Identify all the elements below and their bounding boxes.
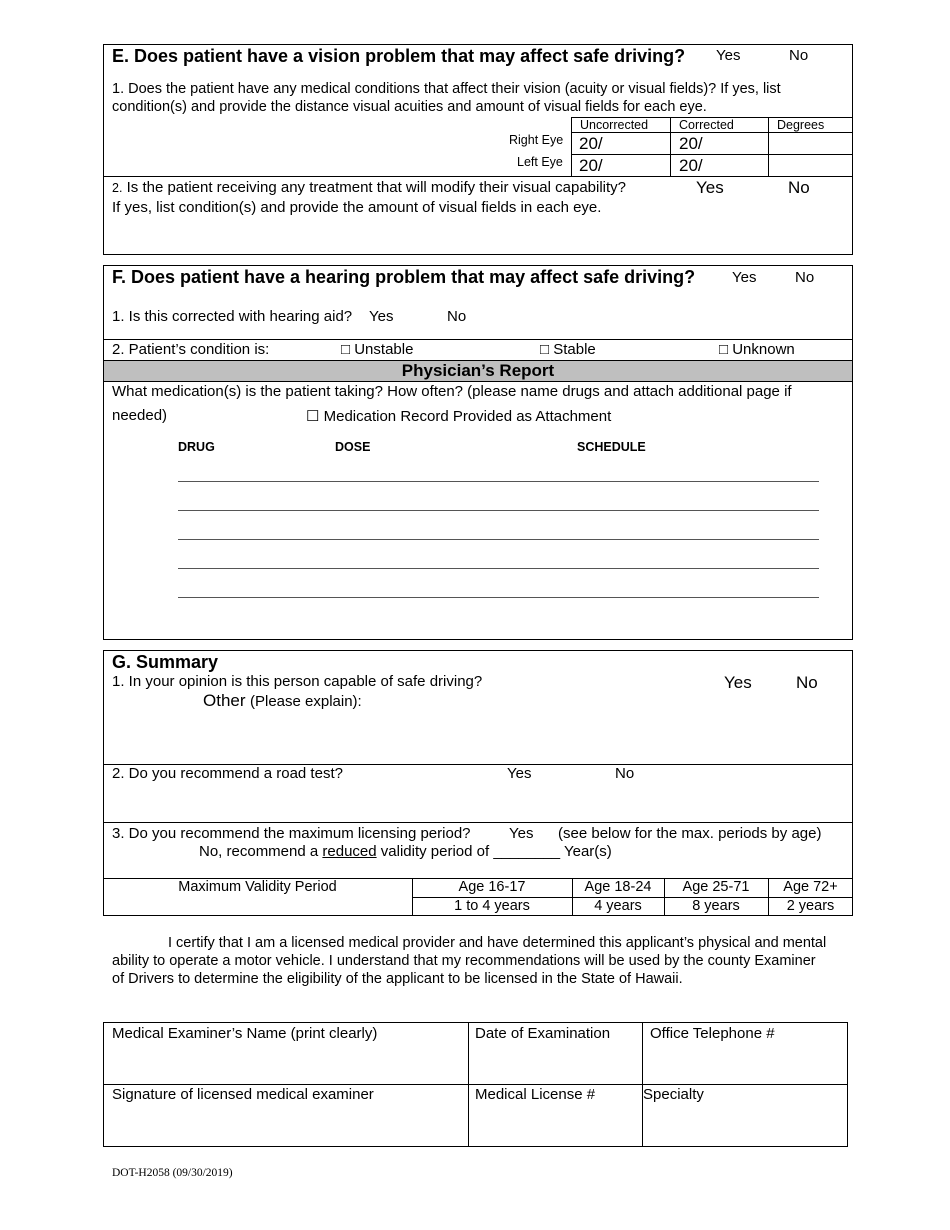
medication-line-3[interactable] bbox=[178, 539, 819, 540]
column-dose: DOSE bbox=[335, 440, 371, 454]
period-25-71: 8 years bbox=[692, 898, 740, 914]
section-e-divider bbox=[103, 176, 853, 177]
section-f-yes[interactable]: Yes bbox=[732, 269, 757, 286]
examiner-name-field[interactable]: Medical Examiner’s Name (print clearly) bbox=[112, 1025, 378, 1042]
right-eye-corrected[interactable]: 20/ bbox=[679, 134, 703, 153]
age-16-17: Age 16-17 bbox=[458, 879, 526, 895]
header-degrees: Degrees bbox=[777, 118, 825, 132]
column-drug: DRUG bbox=[178, 440, 215, 454]
section-g-title: G. Summary bbox=[112, 652, 219, 672]
acuity-table-col1 bbox=[571, 117, 572, 176]
period-16-17: 1 to 4 years bbox=[454, 898, 530, 914]
section-f-no[interactable]: No bbox=[795, 269, 815, 286]
section-f-q2: 2. Patient’s condition is: bbox=[112, 341, 270, 358]
medication-question: What medication(s) is the patient taking? How often? (please name drugs and attach additional page if bbox=[112, 383, 792, 400]
medication-line-2[interactable] bbox=[178, 510, 819, 511]
q3b-pre: No, recommend a bbox=[199, 843, 319, 860]
period-72-plus: 2 years bbox=[786, 898, 835, 914]
section-e-q2-no[interactable]: No bbox=[788, 178, 810, 197]
section-g-q2: 2. Do you recommend a road test? bbox=[112, 765, 343, 782]
right-eye-uncorrected[interactable]: 20/ bbox=[579, 134, 603, 153]
other-note: (Please explain): bbox=[249, 693, 362, 710]
option-unstable[interactable]: □ Unstable bbox=[341, 341, 414, 358]
period-18-24: 4 years bbox=[594, 898, 642, 914]
acuity-table-col3 bbox=[768, 117, 769, 176]
form-number-footer: DOT-H2058 (09/30/2019) bbox=[112, 1167, 233, 1179]
office-phone-field[interactable]: Office Telephone # bbox=[650, 1025, 775, 1042]
left-eye-uncorrected[interactable]: 20/ bbox=[579, 156, 603, 175]
age-25-71: Age 25-71 bbox=[682, 879, 750, 895]
specialty-field[interactable]: Specialty bbox=[643, 1086, 704, 1103]
section-g-q3-yes[interactable]: Yes bbox=[509, 825, 534, 842]
option-unknown[interactable]: □ Unknown bbox=[719, 341, 795, 358]
q3b-post[interactable]: validity period of ________ Year(s) bbox=[380, 843, 612, 860]
medication-line-1[interactable] bbox=[178, 481, 819, 482]
section-f-divider bbox=[103, 339, 853, 340]
section-g-q1-yes[interactable]: Yes bbox=[724, 673, 752, 692]
medication-attachment-checkbox[interactable]: ☐ Medication Record Provided as Attachment bbox=[306, 408, 612, 425]
header-uncorrected: Uncorrected bbox=[580, 118, 649, 132]
left-eye-label: Left Eye bbox=[517, 155, 563, 169]
option-stable[interactable]: □ Stable bbox=[540, 341, 596, 358]
section-g-q3-note: (see below for the max. periods by age) bbox=[558, 825, 822, 842]
section-e-box bbox=[103, 44, 853, 255]
section-f-q1-no[interactable]: No bbox=[447, 308, 467, 325]
section-g-divider-2 bbox=[103, 822, 853, 823]
validity-label: Maximum Validity Period bbox=[178, 879, 337, 895]
signature-table-col-2 bbox=[642, 1022, 643, 1147]
section-g-q3-reduced bbox=[199, 843, 612, 860]
report-header-title: Physician’s Report bbox=[401, 361, 555, 380]
section-e-q2 bbox=[112, 179, 626, 196]
section-e-q2-yes[interactable]: Yes bbox=[696, 178, 724, 197]
medication-question-cont: needed) bbox=[112, 407, 168, 424]
section-g-q3: 3. Do you recommend the maximum licensing period? bbox=[112, 825, 471, 842]
q3b-reduced: reduced bbox=[322, 843, 377, 860]
section-g-other bbox=[203, 691, 362, 711]
section-e-yes[interactable]: Yes bbox=[716, 47, 741, 64]
section-f-q1: 1. Is this corrected with hearing aid? bbox=[112, 308, 353, 325]
column-schedule: SCHEDULE bbox=[577, 440, 646, 454]
section-e-no[interactable]: No bbox=[789, 47, 809, 64]
acuity-table-row-divider bbox=[571, 154, 853, 155]
medication-line-4[interactable] bbox=[178, 568, 819, 569]
acuity-table-col2 bbox=[670, 117, 671, 176]
right-eye-label: Right Eye bbox=[509, 133, 564, 147]
acuity-table-header-bottom bbox=[571, 132, 853, 133]
section-e-title: E. Does patient have a vision problem that may affect safe driving? bbox=[112, 46, 686, 66]
section-g-q2-yes[interactable]: Yes bbox=[507, 765, 532, 782]
certification-text: I certify that I am a licensed medical provider and have determined this applicant’s physical and mental ability to operate a motor vehicle. I understand that my recommendations will be used by the county Examiner of Drivers to determine the eligibility of the applicant to be licensed in the State of Hawaii. bbox=[112, 935, 827, 987]
signature-table-col-1 bbox=[468, 1022, 469, 1147]
age-72-plus: Age 72+ bbox=[783, 879, 838, 895]
q2-number: 2. bbox=[112, 181, 123, 195]
section-g-q1-no[interactable]: No bbox=[796, 673, 818, 692]
left-eye-corrected[interactable]: 20/ bbox=[679, 156, 703, 175]
section-f-q1-yes[interactable]: Yes bbox=[369, 308, 394, 325]
section-f-title: F. Does patient have a hearing problem that may affect safe driving? bbox=[112, 267, 696, 287]
other-label: Other bbox=[203, 691, 246, 710]
section-e-q1: 1. Does the patient have any medical conditions that affect their vision (acuity or visual fields)? If yes, list condition(s) and provide the distance visual acuities and amount of visual fields for each eye. bbox=[112, 81, 781, 115]
section-g-q2-no[interactable]: No bbox=[615, 765, 635, 782]
license-number-field[interactable]: Medical License # bbox=[475, 1086, 596, 1103]
exam-date-field[interactable]: Date of Examination bbox=[475, 1025, 611, 1042]
signature-field[interactable]: Signature of licensed medical examiner bbox=[112, 1086, 374, 1103]
age-18-24: Age 18-24 bbox=[584, 879, 652, 895]
section-e-q2-followup: If yes, list condition(s) and provide the amount of visual fields in each eye. bbox=[112, 199, 602, 216]
medication-line-5[interactable] bbox=[178, 597, 819, 598]
header-corrected: Corrected bbox=[679, 118, 734, 132]
signature-table-mid bbox=[103, 1084, 848, 1085]
section-g-q1: 1. In your opinion is this person capable of safe driving? bbox=[112, 673, 483, 690]
q2-text: Is the patient receiving any treatment that will modify their visual capability? bbox=[126, 179, 627, 196]
